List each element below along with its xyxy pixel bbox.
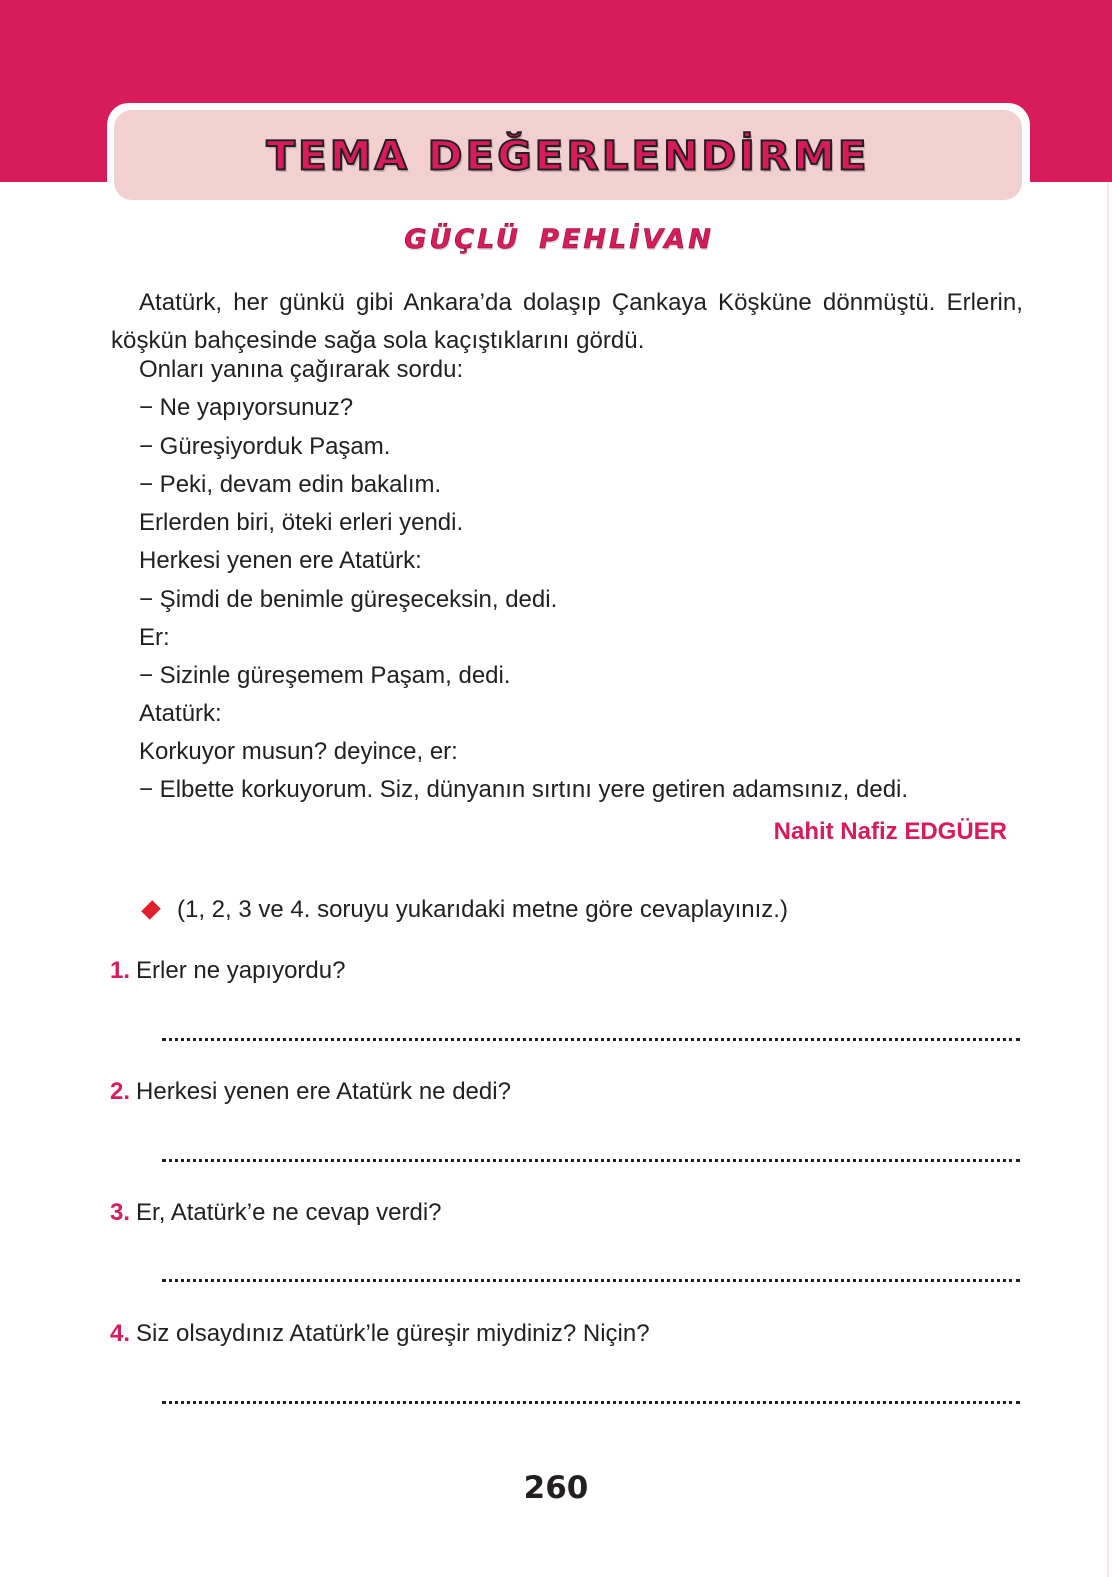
- story-line: Atatürk:: [139, 700, 222, 727]
- question-1: [110, 957, 345, 985]
- question-number: 3.: [110, 1199, 131, 1226]
- diamond-bullet-icon: [141, 900, 161, 920]
- story-title: [0, 224, 1112, 255]
- story-line: Er:: [139, 624, 170, 651]
- story-paragraph: Atatürk, her günkü gibi Ankara’da dolaşıp Çankaya Köşküne dönmüştü. Erlerin, köşkün bahçesinde sağa sola kaçıştıklarını gördü.: [111, 289, 1023, 354]
- story-line: − Şimdi de benimle güreşeceksin, dedi.: [139, 586, 558, 613]
- story-line: − Elbette korkuyorum. Siz, dünyanın sırtını yere getiren adamsınız, dedi.: [139, 776, 909, 803]
- question-2: [110, 1078, 511, 1106]
- story-title-word-2: PEHLİVAN: [539, 224, 714, 255]
- question-text: Siz olsaydınız Atatürk’le güreşir miydiniz? Niçin?: [136, 1320, 650, 1347]
- story-line: Korkuyor musun? deyince, er:: [139, 738, 458, 765]
- answer-line-2[interactable]: [162, 1159, 1020, 1162]
- answer-line-1[interactable]: [162, 1038, 1020, 1041]
- question-text: Erler ne yapıyordu?: [136, 957, 346, 984]
- answer-line-3[interactable]: [162, 1279, 1020, 1282]
- story-line: − Ne yapıyorsunuz?: [139, 394, 354, 421]
- story-title-word-1: GÜÇLÜ: [404, 224, 521, 255]
- story-line: − Güreşiyorduk Paşam.: [139, 433, 391, 460]
- story-line: Herkesi yenen ere Atatürk:: [139, 547, 422, 574]
- instruction: [143, 896, 788, 924]
- question-text: Er, Atatürk’e ne cevap verdi?: [136, 1199, 442, 1226]
- question-number: 1.: [110, 957, 131, 984]
- question-text: Herkesi yenen ere Atatürk ne dedi?: [136, 1078, 511, 1105]
- page-edge-line: [1107, 182, 1109, 1577]
- story-line: − Sizinle güreşemem Paşam, dedi.: [139, 662, 511, 689]
- story-line: Erlerden biri, öteki erleri yendi.: [139, 509, 464, 536]
- story-line: − Peki, devam edin bakalım.: [139, 471, 442, 498]
- page-number: 260: [523, 1470, 589, 1506]
- story-line: Onları yanına çağırarak sordu:: [139, 356, 464, 383]
- question-number: 4.: [110, 1320, 131, 1347]
- question-3: [110, 1199, 442, 1227]
- title-banner: [114, 110, 1022, 200]
- question-number: 2.: [110, 1078, 131, 1105]
- question-4: [110, 1320, 650, 1348]
- answer-line-4[interactable]: [162, 1401, 1020, 1404]
- page-title: TEMA DEĞERLENDİRME: [266, 131, 870, 179]
- author-name: Nahit Nafiz EDGÜER: [773, 818, 1007, 845]
- instruction-text: (1, 2, 3 ve 4. soruyu yukarıdaki metne göre cevaplayınız.): [177, 896, 788, 923]
